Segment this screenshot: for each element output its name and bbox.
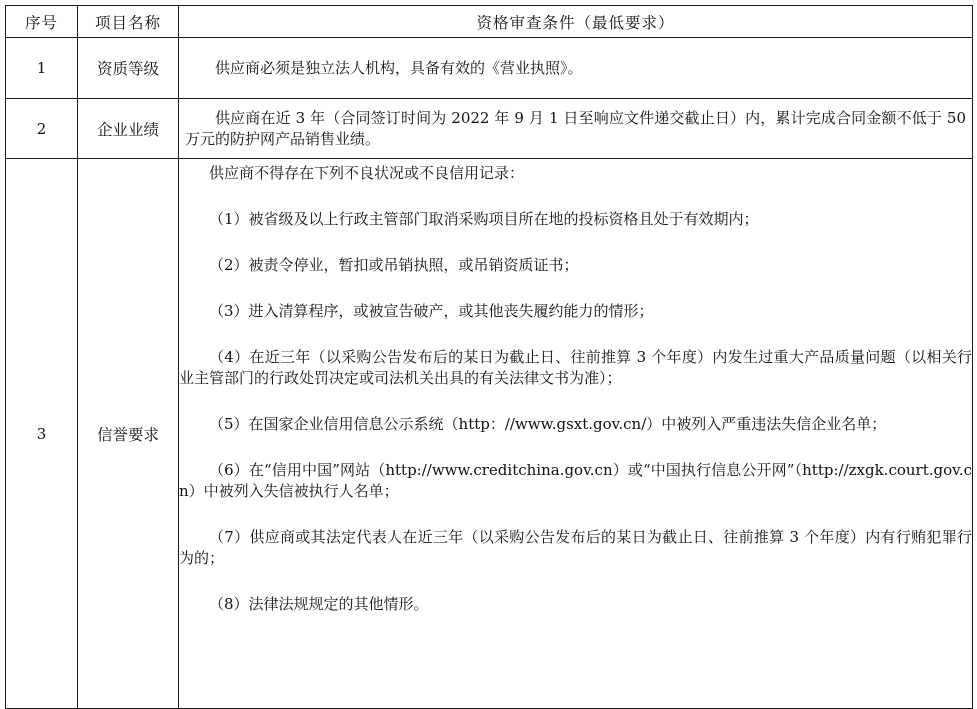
- requirement-item-4: （4）在近三年（以采购公告发布后的某日为截止日、往前推算 3 个年度）内发生过重大产品质量问题（以相关行业主管部门的行政处罚决定或司法机关出具的有关法律文书为准）；: [179, 348, 972, 387]
- requirement-item-3: （3）进入清算程序，或被宣告破产，或其他丧失履约能力的情形；: [209, 302, 654, 320]
- requirement-item-1: （1）被省级及以上行政主管部门取消采购项目所在地的投标资格且处于有效期内；: [209, 210, 759, 228]
- requirement-intro: 供应商不得存在下列不良状况或不良信用记录：: [209, 164, 525, 182]
- row-requirement: [179, 99, 973, 159]
- table-row: [6, 38, 973, 99]
- header-requirement: 资格审查条件（最低要求）: [179, 6, 973, 38]
- requirement-item-8: （8）法律法规规定的其他情形。: [209, 595, 429, 613]
- requirement-item-5: （5）在国家企业信用信息公示系统（http：//www.gsxt.gov.cn/）中被列入严重违法失信企业名单；: [209, 415, 887, 433]
- requirement-text: 供应商必须是独立法人机构，具备有效的《营业执照》。: [215, 58, 583, 77]
- requirement-item-7: （7）供应商或其法定代表人在近三年（以采购公告发布后的某日为截止日、往前推算 3 个年度）内有行贿犯罪行为的；: [179, 528, 972, 567]
- requirement-text: 供应商在近 3 年（合同签订时间为 2022 年 9 月 1 日至响应文件递交截止日）内，累计完成合同金额不低于 50 万元的防护网产品销售业绩。: [185, 108, 966, 148]
- row-no: 1: [6, 38, 78, 99]
- table-row: [6, 159, 973, 709]
- table-header-row: [6, 6, 973, 38]
- requirement-item-6: （6）在“信用中国”网站（http://www.creditchina.gov.cn）或“中国执行信息公开网”（http://zxgk.court.gov.cn）中被列入失信被执行人名单；: [179, 461, 972, 500]
- header-no: 序号: [6, 6, 78, 38]
- row-no: 3: [6, 159, 78, 709]
- row-name: 信誉要求: [78, 159, 179, 709]
- row-name: 资质等级: [78, 38, 179, 99]
- header-name: 项目名称: [78, 6, 179, 38]
- qualification-table: [5, 5, 973, 709]
- row-no: 2: [6, 99, 78, 159]
- table-row: [6, 99, 973, 159]
- row-name: 企业业绩: [78, 99, 179, 159]
- requirement-item-2: （2）被责令停业，暂扣或吊销执照，或吊销资质证书；: [209, 256, 579, 274]
- row-requirement: [179, 159, 973, 709]
- row-requirement: [179, 38, 973, 99]
